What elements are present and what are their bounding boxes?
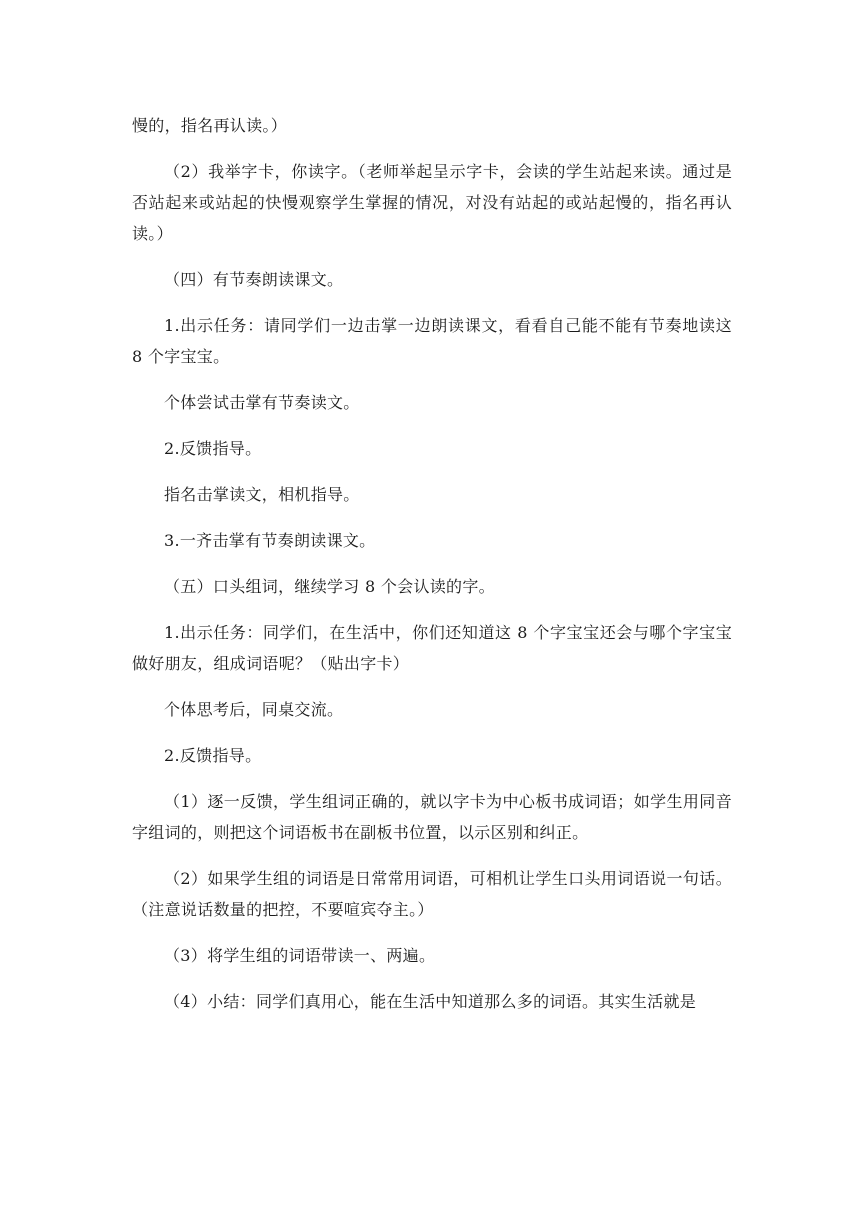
paragraph-guided-reading: 指名击掌读文，相机指导。 [164, 485, 360, 504]
paragraph-individual-try: 个体尝试击掌有节奏读文。 [164, 393, 360, 412]
paragraph-pair-discussion: 个体思考后，同桌交流。 [164, 700, 344, 719]
paragraph-task-word-forming: 1.出示任务：同学们，在生活中，你们还知道这 8 个字宝宝还会与哪个字宝宝做好朋友，组成词语呢？（贴出字卡） [132, 623, 732, 673]
paragraph-substep-4: （4）小结：同学们真用心，能在生活中知道那么多的词语。其实生活就是 [164, 992, 697, 1011]
paragraph-substep-1: （1）逐一反馈，学生组词正确的，就以字卡为中心板书成词语；如学生用同音字组词的，则把这个词语板书在副板书位置，以示区别和纠正。 [132, 792, 732, 842]
paragraph-substep-2: （2）如果学生组的词语是日常常用词语，可相机让学生口头用词语说一句话。（注意说话数量的把控，不要喧宾夺主。） [132, 869, 732, 919]
section-heading-5: （五）口头组词，继续学习 8 个会认读的字。 [164, 577, 495, 596]
paragraph-feedback-2: 2.反馈指导。 [164, 439, 262, 458]
paragraph-continuation: 慢的，指名再认读。） [132, 116, 288, 135]
paragraph-task-1: 1.出示任务：请同学们一边击掌一边朗读课文，看看自己能不能有节奏地读这 8 个字宝宝。 [132, 316, 732, 366]
document-body [132, 110, 732, 1032]
paragraph-substep-3: （3）将学生组的词语带读一、两遍。 [164, 946, 436, 965]
section-heading-4: （四）有节奏朗读课文。 [164, 270, 344, 289]
paragraph-group-reading-3: 3.一齐击掌有节奏朗读课文。 [164, 531, 376, 550]
paragraph-step-2: （2）我举字卡，你读字。（老师举起呈示字卡，会读的学生站起来读。通过是否站起来或站起的快慢观察学生掌握的情况，对没有站起的或站起慢的，指名再认读。） [132, 162, 732, 243]
paragraph-feedback-2b: 2.反馈指导。 [164, 746, 262, 765]
